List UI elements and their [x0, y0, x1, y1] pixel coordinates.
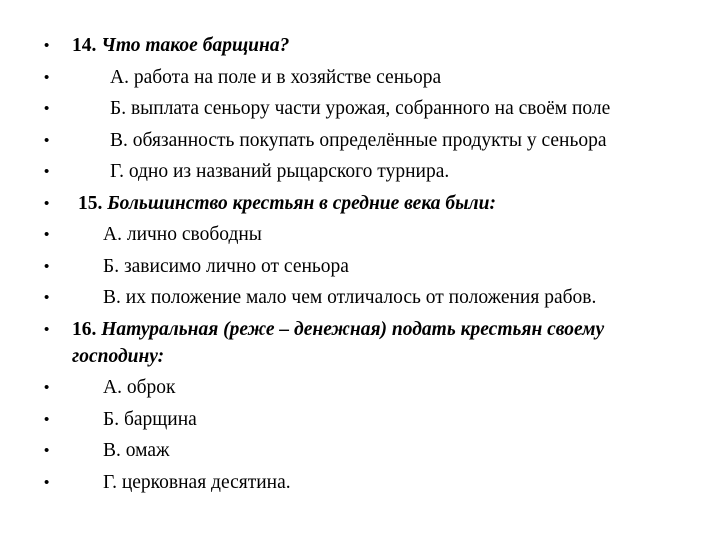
bullet: •	[44, 195, 50, 212]
answer-option: А. работа на поле и в хозяйстве сеньора	[110, 67, 442, 88]
bullet: •	[44, 321, 50, 338]
question-text-continued: господину:	[72, 346, 165, 367]
answer-option: А. лично свободны	[103, 224, 262, 245]
question-text: Большинство крестьян в средние века были:	[107, 193, 496, 214]
answer-option: Б. выплата сеньору части урожая, собранного на своём поле	[110, 98, 611, 119]
answer-option: В. омаж	[103, 440, 170, 461]
bullet: •	[44, 69, 50, 86]
bullet: •	[44, 442, 50, 459]
answer-option: А. оброк	[103, 377, 176, 398]
bullet: •	[44, 226, 50, 243]
bullet: •	[44, 379, 50, 396]
question-number: 16.	[72, 319, 97, 340]
bullet: •	[44, 258, 50, 275]
bullet: •	[44, 132, 50, 149]
bullet: •	[44, 37, 50, 54]
question-text: Натуральная (реже – денежная) подать крестьян своему	[101, 319, 605, 340]
bullet: •	[44, 474, 50, 491]
answer-option: Б. зависимо лично от сеньора	[103, 256, 349, 277]
bullet: •	[44, 289, 50, 306]
answer-option: Г. церковная десятина.	[103, 472, 291, 493]
answer-option: В. обязанность покупать определённые продукты у сеньора	[110, 130, 607, 151]
answer-option: Б. барщина	[103, 409, 197, 430]
question-number: 15.	[78, 193, 103, 214]
answer-option: Г. одно из названий рыцарского турнира.	[110, 161, 450, 182]
bullet: •	[44, 411, 50, 428]
bullet: •	[44, 100, 50, 117]
question-number: 14.	[72, 35, 97, 56]
answer-option: В. их положение мало чем отличалось от положения рабов.	[103, 287, 597, 308]
question-text: Что такое барщина?	[101, 35, 290, 56]
bullet: •	[44, 163, 50, 180]
